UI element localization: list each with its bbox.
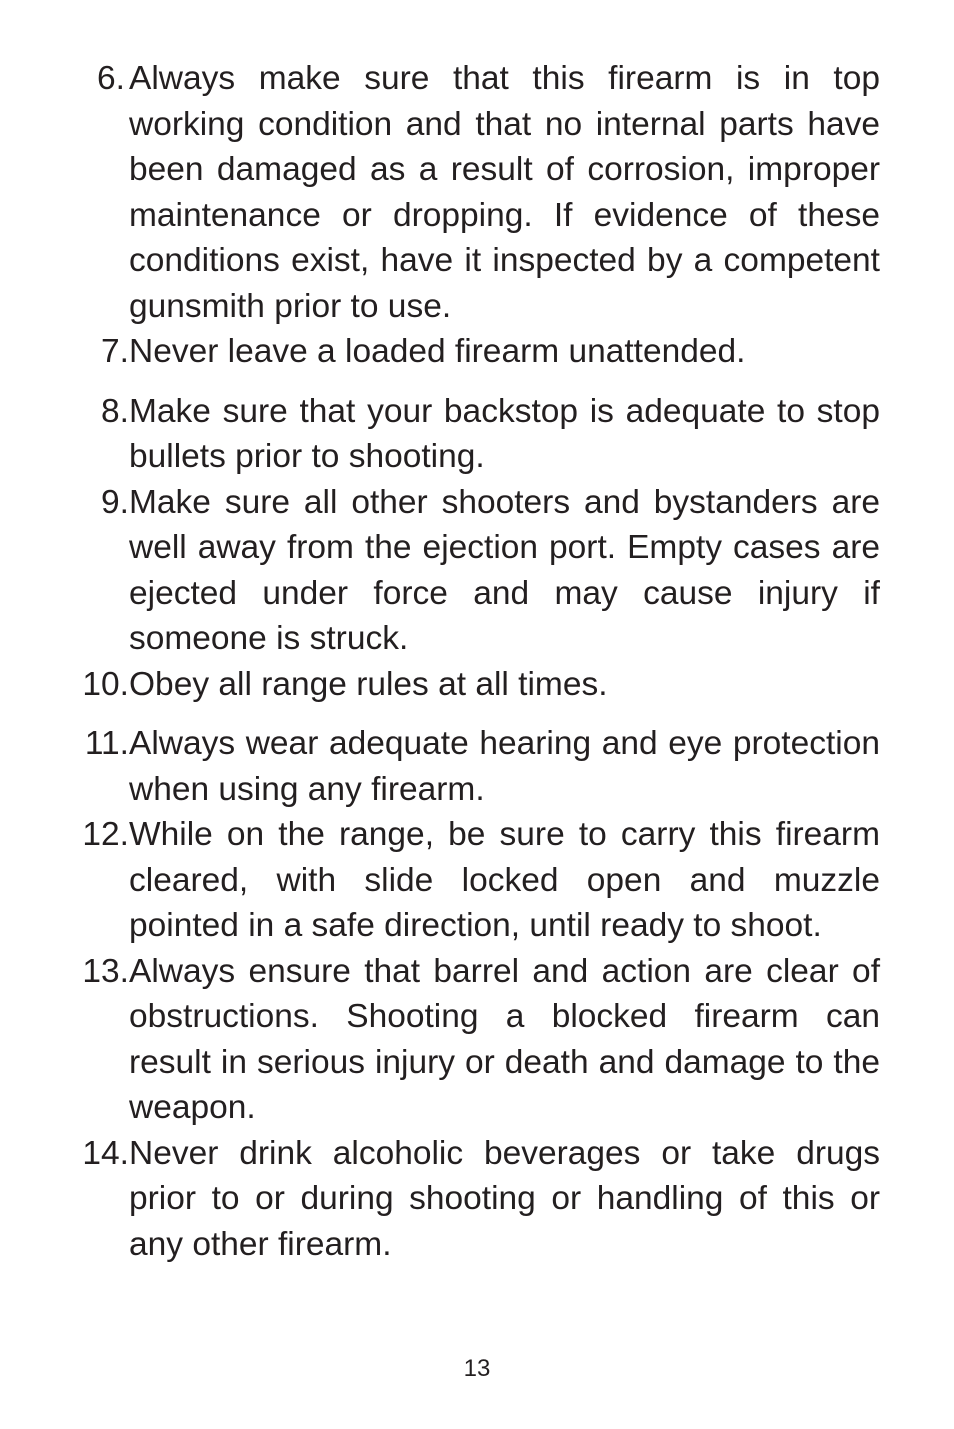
item-text: Never drink alcoholic beverages or take drugs prior to or during shooting or handling of this or any other firearm. <box>129 1134 880 1263</box>
list-item <box>64 662 880 708</box>
item-text: Never leave a loaded firearm unattended. <box>129 333 746 370</box>
safety-rules-list <box>64 56 880 1267</box>
item-text: Always ensure that barrel and action are clear of obstructions. Shooting a blocked firearm can result in serious injury or death and damage to the weapon. <box>129 952 880 1126</box>
item-text: Obey all range rules at all times. <box>129 665 608 703</box>
item-spacer <box>64 707 880 721</box>
list-item <box>64 56 880 329</box>
list-item <box>64 812 880 949</box>
item-number: 14. <box>82 1134 129 1172</box>
list-item <box>64 480 880 662</box>
list-item <box>64 329 880 375</box>
item-text: Make sure all other shooters and bystanders are well away from the ejection port. Empty cases are ejected under force and may cause injury if someone is struck. <box>129 483 880 657</box>
list-item <box>64 721 880 812</box>
item-spacer <box>64 375 880 389</box>
item-number: 9. <box>101 483 129 521</box>
item-number: 7. <box>101 333 129 370</box>
item-number: 11. <box>84 725 129 762</box>
item-text: Always make sure that this firearm is in top working condition and that no internal parts have been damaged as a result of corrosion, improper maintenance or dropping. If evidence of these conditions exist, have it inspected by a competent gunsmith prior to use. <box>129 60 880 325</box>
list-item <box>64 1131 880 1268</box>
item-text: While on the range, be sure to carry this firearm cleared, with slide locked open and muzzle pointed in a safe direction, until ready to shoot. <box>129 816 880 944</box>
item-number: 8. <box>101 392 129 430</box>
item-text: Always wear adequate hearing and eye protection when using any firearm. <box>129 725 880 808</box>
item-number: 10. <box>82 665 129 703</box>
item-number: 6. <box>97 60 125 97</box>
item-number: 13. <box>82 952 129 990</box>
list-item <box>64 389 880 480</box>
page-number: 13 <box>463 1355 491 1382</box>
item-number: 12. <box>82 816 129 853</box>
item-text: Make sure that your backstop is adequate to stop bullets prior to shooting. <box>129 392 880 475</box>
list-item <box>64 949 880 1131</box>
